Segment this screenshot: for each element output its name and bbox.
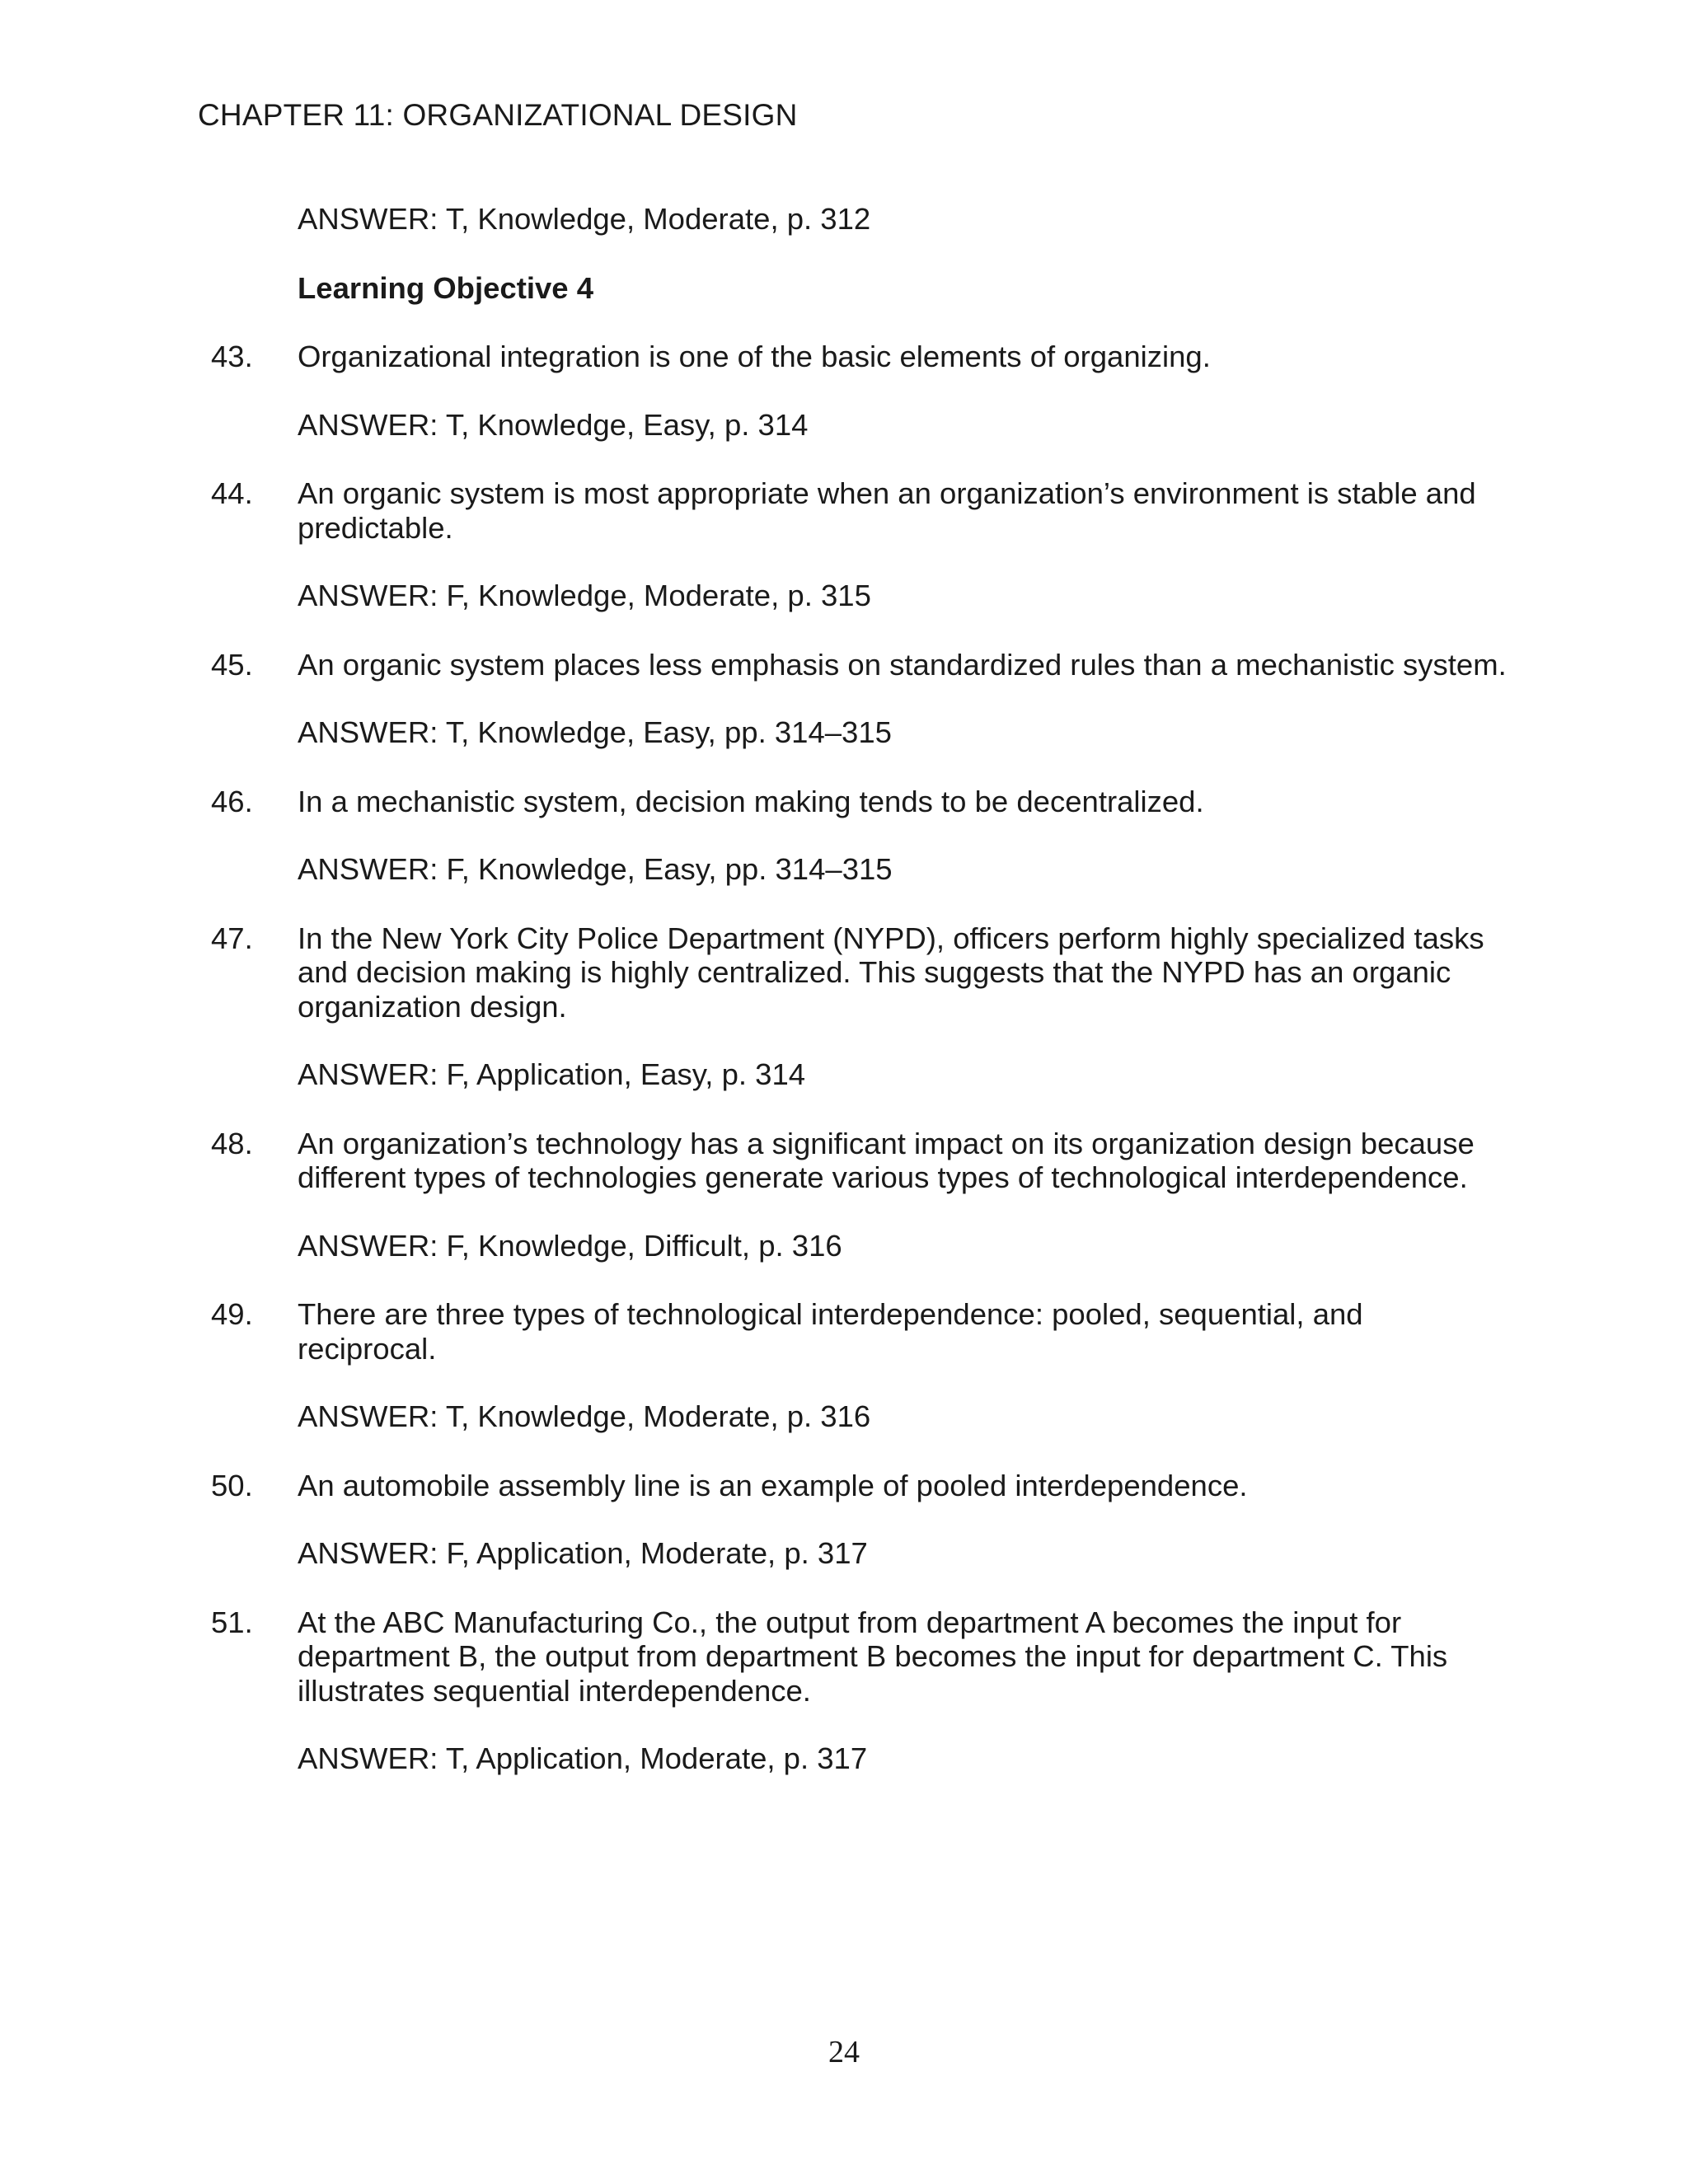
answer-47: ANSWER: F, Application, Easy, p. 314 — [298, 1057, 806, 1091]
question-number: 45. — [211, 647, 253, 682]
question-number: 49. — [211, 1297, 253, 1331]
question-text: An organization’s technology has a significant impact on its organization design because different types of technologies generate various types of technological interdependence. — [298, 1126, 1475, 1194]
question-43 — [198, 340, 1508, 374]
answer-44: ANSWER: F, Knowledge, Moderate, p. 315 — [298, 579, 871, 612]
answer-48: ANSWER: F, Knowledge, Difficult, p. 316 — [298, 1228, 842, 1263]
question-list — [198, 202, 1508, 1811]
question-45 — [198, 648, 1508, 682]
question-text: An organic system places less emphasis on standardized rules than a mechanistic system. — [298, 647, 1507, 682]
question-text: An organic system is most appropriate when an organization’s environment is stable and predictable. — [298, 476, 1476, 545]
question-text: In a mechanistic system, decision making tends to be decentralized. — [298, 784, 1204, 818]
question-number: 43. — [211, 340, 253, 373]
page-number: 24 — [828, 2035, 860, 2069]
lead-answer: ANSWER: T, Knowledge, Moderate, p. 312 — [298, 202, 871, 236]
answer-49: ANSWER: T, Knowledge, Moderate, p. 316 — [298, 1399, 871, 1433]
question-51 — [198, 1605, 1508, 1708]
answer-50: ANSWER: F, Application, Moderate, p. 317 — [298, 1536, 868, 1570]
chapter-header: CHAPTER 11: ORGANIZATIONAL DESIGN — [198, 98, 798, 132]
question-number: 47. — [211, 921, 253, 955]
question-number: 51. — [211, 1605, 253, 1639]
question-49 — [198, 1297, 1508, 1366]
question-number: 48. — [211, 1126, 253, 1160]
question-number: 50. — [211, 1468, 253, 1502]
question-number: 46. — [211, 784, 253, 818]
question-48 — [198, 1127, 1508, 1195]
question-number: 44. — [211, 476, 253, 510]
question-46 — [198, 785, 1508, 819]
question-text: An automobile assembly line is an example of pooled interdependence. — [298, 1468, 1248, 1502]
question-text: In the New York City Police Department (NYPD), officers perform highly specialized tasks and decision making is highly centralized. This suggests that the NYPD has an organic organization design. — [298, 921, 1484, 1024]
answer-46: ANSWER: F, Knowledge, Easy, pp. 314–315 — [298, 852, 893, 886]
question-47 — [198, 921, 1508, 1024]
question-44 — [198, 476, 1508, 545]
answer-45: ANSWER: T, Knowledge, Easy, pp. 314–315 — [298, 715, 892, 749]
question-text: There are three types of technological interdependence: pooled, sequential, and reciprocal. — [298, 1297, 1363, 1366]
section-heading: Learning Objective 4 — [298, 270, 594, 305]
question-text: At the ABC Manufacturing Co., the output from department A becomes the input for department B, the output from department B becomes the input for department C. This illustrates sequential interdependence. — [298, 1605, 1448, 1708]
question-text: Organizational integration is one of the basic elements of organizing. — [298, 340, 1211, 373]
answer-43: ANSWER: T, Knowledge, Easy, p. 314 — [298, 407, 809, 442]
answer-51: ANSWER: T, Application, Moderate, p. 317 — [298, 1741, 868, 1775]
question-50 — [198, 1469, 1508, 1503]
